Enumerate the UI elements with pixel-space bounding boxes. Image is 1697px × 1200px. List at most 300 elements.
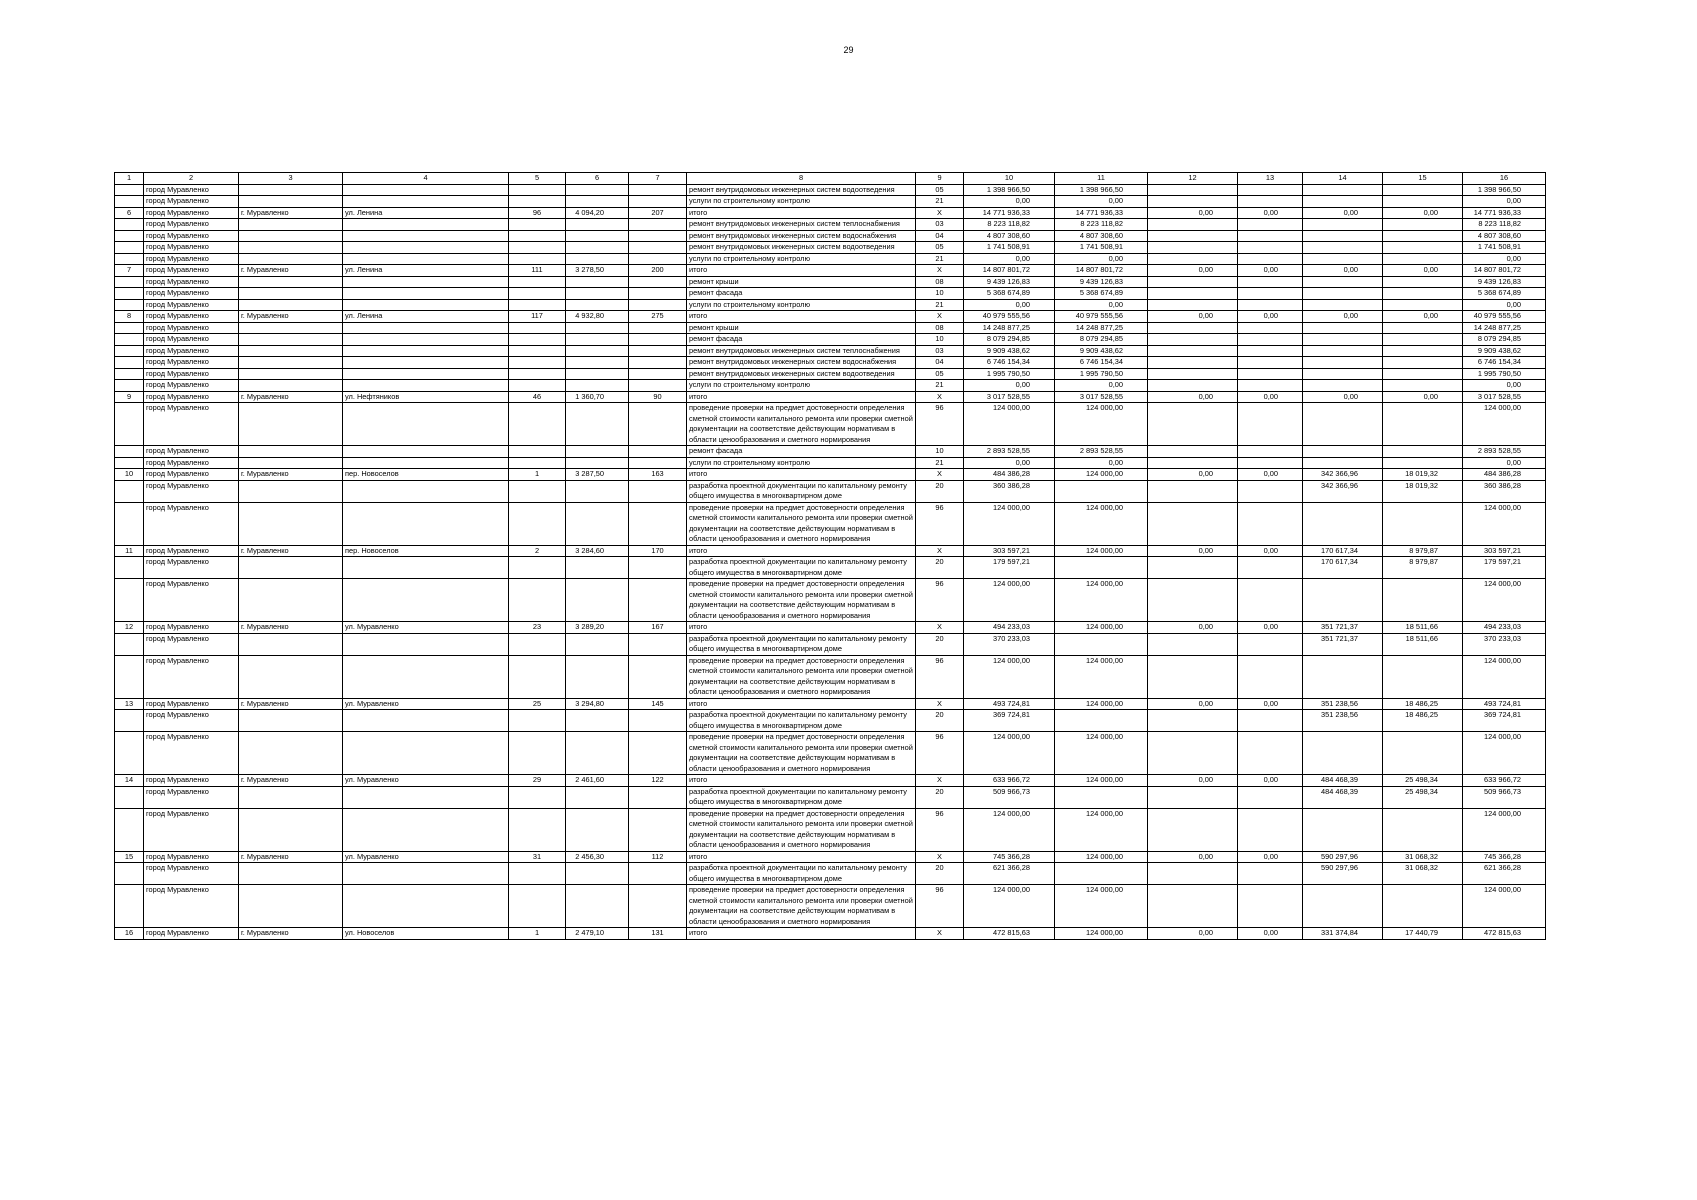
table-row (115, 391, 1546, 403)
table-row (115, 288, 1546, 300)
table-cell: 124 000,00 (964, 732, 1055, 775)
table-cell: 370 233,03 (964, 633, 1055, 655)
table-cell: 9 439 126,83 (964, 276, 1055, 288)
table-cell: 96 (916, 885, 964, 928)
table-cell (239, 368, 343, 380)
table-cell (1238, 242, 1303, 254)
table-cell (509, 380, 566, 392)
table-cell (1303, 732, 1383, 775)
table-cell: 14 807 801,72 (1055, 265, 1148, 277)
table-cell: город Муравленко (144, 357, 239, 369)
table-cell: 8 979,87 (1383, 557, 1463, 579)
table-cell: город Муравленко (144, 732, 239, 775)
table-cell (1383, 380, 1463, 392)
table-cell: 124 000,00 (1055, 732, 1148, 775)
column-header: 15 (1383, 173, 1463, 185)
table-cell (1148, 184, 1238, 196)
table-cell (239, 655, 343, 698)
table-cell: 3 278,50 (566, 265, 629, 277)
table-cell: 370 233,03 (1463, 633, 1546, 655)
table-cell (566, 299, 629, 311)
table-cell (1238, 502, 1303, 545)
table-cell: 0,00 (1238, 391, 1303, 403)
table-cell: г. Муравленко (239, 928, 343, 940)
table-cell: 124 000,00 (1055, 698, 1148, 710)
table-cell: 29 (509, 775, 566, 787)
table-cell: город Муравленко (144, 184, 239, 196)
table-cell: X (916, 469, 964, 481)
table-cell (1148, 299, 1238, 311)
table-cell: ул. Муравленко (343, 775, 509, 787)
table-cell: город Муравленко (144, 557, 239, 579)
table-cell (509, 732, 566, 775)
table-cell (115, 863, 144, 885)
table-cell: 179 597,21 (964, 557, 1055, 579)
table-cell: 0,00 (1383, 311, 1463, 323)
table-cell: 0,00 (1238, 851, 1303, 863)
table-cell: 0,00 (1148, 545, 1238, 557)
table-cell (1303, 403, 1383, 446)
table-cell: 14 248 877,25 (964, 322, 1055, 334)
table-cell (629, 502, 687, 545)
table-cell: 0,00 (1303, 265, 1383, 277)
table-cell: 369 724,81 (964, 710, 1055, 732)
table-cell (1238, 786, 1303, 808)
table-cell (1148, 196, 1238, 208)
table-cell: 90 (629, 391, 687, 403)
table-cell (343, 184, 509, 196)
table-cell: 2 893 528,55 (1463, 446, 1546, 458)
table-cell (1055, 863, 1148, 885)
capital-repair-table (114, 172, 1546, 940)
table-cell: 303 597,21 (964, 545, 1055, 557)
table-cell: X (916, 851, 964, 863)
table-cell: итого (687, 207, 916, 219)
table-row (115, 334, 1546, 346)
table-cell (115, 345, 144, 357)
table-cell (629, 380, 687, 392)
table-cell (1383, 885, 1463, 928)
table-cell (115, 276, 144, 288)
table-cell: 17 440,79 (1383, 928, 1463, 940)
table-cell: 493 724,81 (964, 698, 1055, 710)
table-cell (1238, 557, 1303, 579)
column-number-row (115, 173, 1546, 185)
table-cell (629, 253, 687, 265)
table-row (115, 698, 1546, 710)
table-cell (343, 219, 509, 231)
column-header: 8 (687, 173, 916, 185)
table-cell: город Муравленко (144, 334, 239, 346)
table-cell: услуги по строительному контролю (687, 457, 916, 469)
table-cell (1383, 253, 1463, 265)
table-cell (509, 357, 566, 369)
table-cell (1238, 219, 1303, 231)
table-cell: 0,00 (1055, 299, 1148, 311)
table-cell (115, 322, 144, 334)
column-header: 4 (343, 173, 509, 185)
table-cell: 484 468,39 (1303, 775, 1383, 787)
table-cell: 96 (916, 403, 964, 446)
table-cell (239, 732, 343, 775)
table-cell (1148, 403, 1238, 446)
table-cell (566, 480, 629, 502)
table-cell (566, 242, 629, 254)
table-cell (343, 253, 509, 265)
table-cell (1303, 885, 1383, 928)
table-cell (566, 357, 629, 369)
table-cell (1148, 276, 1238, 288)
table-cell (239, 446, 343, 458)
table-cell (1238, 710, 1303, 732)
table-row (115, 368, 1546, 380)
table-cell: 08 (916, 276, 964, 288)
table-cell: город Муравленко (144, 322, 239, 334)
table-cell (239, 480, 343, 502)
table-cell: 20 (916, 710, 964, 732)
table-cell: 131 (629, 928, 687, 940)
table-cell: 124 000,00 (964, 579, 1055, 622)
table-cell: ремонт фасада (687, 446, 916, 458)
table-cell: 25 498,34 (1383, 786, 1463, 808)
table-cell: 20 (916, 480, 964, 502)
table-row (115, 219, 1546, 231)
table-cell: 0,00 (1463, 196, 1546, 208)
table-cell (1148, 242, 1238, 254)
table-cell (629, 480, 687, 502)
table-cell (1383, 184, 1463, 196)
table-cell (1383, 322, 1463, 334)
table-cell: 20 (916, 557, 964, 579)
table-cell: 0,00 (1303, 207, 1383, 219)
table-cell: 0,00 (964, 380, 1055, 392)
table-cell (343, 230, 509, 242)
table-cell: 96 (916, 655, 964, 698)
table-cell (1238, 253, 1303, 265)
table-cell: проведение проверки на предмет достоверности определения сметной стоимости капитального ремонта или проверки сметной документации на соответствие действующим нормативам в области ценообразования и сметного нормирования (687, 403, 916, 446)
table-row (115, 502, 1546, 545)
table-cell: 124 000,00 (1463, 579, 1546, 622)
table-cell: г. Муравленко (239, 391, 343, 403)
table-cell: 3 284,60 (566, 545, 629, 557)
table-cell: X (916, 311, 964, 323)
table-cell: услуги по строительному контролю (687, 253, 916, 265)
table-cell: X (916, 775, 964, 787)
table-cell: 14 (115, 775, 144, 787)
table-cell: 14 771 936,33 (964, 207, 1055, 219)
table-cell (566, 334, 629, 346)
table-cell: 331 374,84 (1303, 928, 1383, 940)
table-cell (1303, 502, 1383, 545)
table-cell (1303, 446, 1383, 458)
table-cell (509, 579, 566, 622)
table-cell (509, 633, 566, 655)
table-cell: 207 (629, 207, 687, 219)
table-cell (509, 457, 566, 469)
table-cell (239, 710, 343, 732)
table-cell: 0,00 (1238, 207, 1303, 219)
table-cell (629, 276, 687, 288)
table-cell (566, 885, 629, 928)
table-cell: 04 (916, 357, 964, 369)
table-cell: 8 079 294,85 (1463, 334, 1546, 346)
table-cell: 0,00 (1238, 311, 1303, 323)
table-cell: 509 966,73 (964, 786, 1055, 808)
table-cell (115, 219, 144, 231)
table-cell (343, 334, 509, 346)
table-cell (1238, 480, 1303, 502)
table-cell (1383, 219, 1463, 231)
table-cell: 18 486,25 (1383, 710, 1463, 732)
table-cell (1148, 710, 1238, 732)
table-cell: город Муравленко (144, 775, 239, 787)
table-cell: 31 068,32 (1383, 863, 1463, 885)
table-cell (343, 710, 509, 732)
table-cell: 8 079 294,85 (964, 334, 1055, 346)
table-cell: 40 979 555,56 (1463, 311, 1546, 323)
table-row (115, 732, 1546, 775)
table-cell: 21 (916, 253, 964, 265)
table-cell (509, 710, 566, 732)
table-cell (343, 446, 509, 458)
table-cell (566, 863, 629, 885)
table-cell: 1 741 508,91 (1055, 242, 1148, 254)
table-cell: город Муравленко (144, 311, 239, 323)
table-cell: проведение проверки на предмет достоверности определения сметной стоимости капитального ремонта или проверки сметной документации на соответствие действующим нормативам в области ценообразования и сметного нормирования (687, 502, 916, 545)
table-cell: X (916, 265, 964, 277)
table-cell (1383, 579, 1463, 622)
table-cell: 124 000,00 (1055, 851, 1148, 863)
table-cell: 117 (509, 311, 566, 323)
table-cell: 14 248 877,25 (1055, 322, 1148, 334)
table-cell (1238, 885, 1303, 928)
table-cell (115, 808, 144, 851)
table-cell (1238, 808, 1303, 851)
table-cell: 0,00 (964, 253, 1055, 265)
table-row (115, 345, 1546, 357)
table-cell: город Муравленко (144, 219, 239, 231)
table-cell (566, 345, 629, 357)
table-cell: 9 909 438,62 (964, 345, 1055, 357)
table-cell: 590 297,96 (1303, 851, 1383, 863)
table-cell (239, 288, 343, 300)
table-cell: 6 746 154,34 (1055, 357, 1148, 369)
table-cell (115, 380, 144, 392)
table-cell: город Муравленко (144, 655, 239, 698)
table-cell (343, 403, 509, 446)
table-cell: 0,00 (1148, 928, 1238, 940)
table-cell (509, 502, 566, 545)
table-cell (509, 446, 566, 458)
table-cell: 124 000,00 (964, 885, 1055, 928)
table-cell (1383, 808, 1463, 851)
table-cell: ул. Муравленко (343, 698, 509, 710)
table-cell (566, 184, 629, 196)
table-cell (629, 299, 687, 311)
table-row (115, 230, 1546, 242)
column-header: 16 (1463, 173, 1546, 185)
table-cell (1238, 288, 1303, 300)
table-cell: X (916, 928, 964, 940)
table-cell: 96 (916, 732, 964, 775)
table-cell: 124 000,00 (964, 403, 1055, 446)
table-cell (629, 368, 687, 380)
table-cell: г. Муравленко (239, 545, 343, 557)
table-cell (566, 579, 629, 622)
table-cell: 124 000,00 (1463, 808, 1546, 851)
table-cell: город Муравленко (144, 368, 239, 380)
table-cell (509, 219, 566, 231)
table-row (115, 579, 1546, 622)
table-cell: город Муравленко (144, 698, 239, 710)
table-cell (1303, 808, 1383, 851)
table-cell: итого (687, 469, 916, 481)
table-cell (566, 808, 629, 851)
table-cell: X (916, 622, 964, 634)
table-cell (629, 403, 687, 446)
table-cell: город Муравленко (144, 633, 239, 655)
table-cell: город Муравленко (144, 545, 239, 557)
table-cell (509, 196, 566, 208)
table-cell (509, 808, 566, 851)
table-cell (566, 322, 629, 334)
table-cell: 18 511,66 (1383, 622, 1463, 634)
table-cell (629, 446, 687, 458)
table-cell: итого (687, 311, 916, 323)
table-cell: услуги по строительному контролю (687, 380, 916, 392)
table-cell: 6 (115, 207, 144, 219)
table-cell (343, 885, 509, 928)
table-cell: 21 (916, 380, 964, 392)
table-cell: город Муравленко (144, 457, 239, 469)
table-cell (115, 480, 144, 502)
table-cell: ул. Новоселов (343, 928, 509, 940)
table-cell (239, 380, 343, 392)
table-cell: 18 019,32 (1383, 469, 1463, 481)
table-cell (629, 196, 687, 208)
table-cell: город Муравленко (144, 469, 239, 481)
table-cell (115, 732, 144, 775)
table-cell: 3 017 528,55 (964, 391, 1055, 403)
table-cell: 04 (916, 230, 964, 242)
column-header: 2 (144, 173, 239, 185)
table-cell: 1 741 508,91 (1463, 242, 1546, 254)
table-cell (1148, 334, 1238, 346)
table-cell (1303, 457, 1383, 469)
table-cell (1148, 557, 1238, 579)
table-cell (115, 253, 144, 265)
table-cell (115, 230, 144, 242)
table-cell (1148, 655, 1238, 698)
table-cell: 1 995 790,50 (1055, 368, 1148, 380)
table-cell: 31 068,32 (1383, 851, 1463, 863)
table-cell (1303, 219, 1383, 231)
table-row (115, 557, 1546, 579)
table-cell: г. Муравленко (239, 698, 343, 710)
table-cell: 8 (115, 311, 144, 323)
table-row (115, 253, 1546, 265)
table-cell (1148, 253, 1238, 265)
table-cell: город Муравленко (144, 242, 239, 254)
table-cell (239, 219, 343, 231)
table-cell: 8 223 118,82 (1055, 219, 1148, 231)
table-cell (1148, 457, 1238, 469)
table-cell (509, 288, 566, 300)
table-row (115, 380, 1546, 392)
table-cell: X (916, 207, 964, 219)
table-row (115, 545, 1546, 557)
table-cell (566, 288, 629, 300)
table-cell: 0,00 (1238, 265, 1303, 277)
table-cell (1148, 357, 1238, 369)
table-cell (509, 557, 566, 579)
table-cell (1383, 345, 1463, 357)
table-cell: 484 386,28 (1463, 469, 1546, 481)
table-row (115, 457, 1546, 469)
table-cell: 351 721,37 (1303, 622, 1383, 634)
table-cell: город Муравленко (144, 786, 239, 808)
table-row (115, 633, 1546, 655)
table-cell (629, 579, 687, 622)
table-cell: 10 (916, 288, 964, 300)
table-cell (343, 288, 509, 300)
table-cell: город Муравленко (144, 276, 239, 288)
table-cell (629, 557, 687, 579)
table-row (115, 196, 1546, 208)
table-cell: 05 (916, 368, 964, 380)
table-cell: 170 617,34 (1303, 545, 1383, 557)
table-cell: ремонт внутридомовых инженерных систем водоснабжения (687, 357, 916, 369)
table-cell (343, 863, 509, 885)
table-cell: 12 (115, 622, 144, 634)
table-cell (239, 633, 343, 655)
table-cell: 0,00 (1383, 265, 1463, 277)
table-cell (1148, 288, 1238, 300)
table-cell: 0,00 (964, 299, 1055, 311)
table-cell: 360 386,28 (964, 480, 1055, 502)
table-cell (1303, 334, 1383, 346)
table-cell: итого (687, 391, 916, 403)
table-cell (1303, 655, 1383, 698)
table-cell: ремонт фасада (687, 334, 916, 346)
table-cell (115, 242, 144, 254)
column-header: 12 (1148, 173, 1238, 185)
table-cell: 0,00 (1463, 253, 1546, 265)
table-cell (1148, 219, 1238, 231)
table-cell: ремонт крыши (687, 322, 916, 334)
table-cell (566, 557, 629, 579)
table-cell: 18 019,32 (1383, 480, 1463, 502)
table-cell: ремонт внутридомовых инженерных систем теплоснабжения (687, 345, 916, 357)
table-cell (239, 786, 343, 808)
table-cell (509, 655, 566, 698)
table-cell (509, 253, 566, 265)
table-cell: г. Муравленко (239, 207, 343, 219)
table-cell (239, 299, 343, 311)
table-cell: 745 366,28 (1463, 851, 1546, 863)
table-cell: 0,00 (1463, 457, 1546, 469)
table-cell (509, 480, 566, 502)
table-cell (115, 196, 144, 208)
table-cell (509, 403, 566, 446)
table-cell: 124 000,00 (1463, 403, 1546, 446)
table-row (115, 863, 1546, 885)
table-cell (115, 502, 144, 545)
table-cell: город Муравленко (144, 196, 239, 208)
table-cell: 1 398 966,50 (1463, 184, 1546, 196)
table-cell (509, 299, 566, 311)
table-cell: 21 (916, 457, 964, 469)
